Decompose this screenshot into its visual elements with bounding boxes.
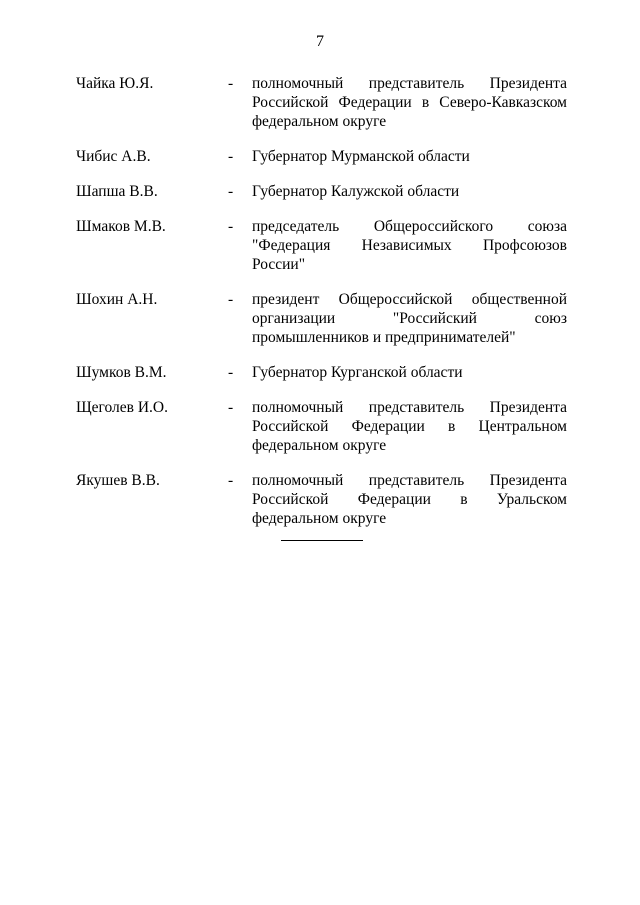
- entry-list: [0, 74, 640, 544]
- entry-description: [252, 290, 567, 347]
- entry-dash: -: [228, 364, 234, 381]
- entry-description: [252, 74, 567, 131]
- entry-description: [252, 363, 567, 382]
- description-line: России": [252, 256, 306, 273]
- description-line: федеральном округе: [252, 437, 387, 454]
- entry-name: Щеголев И.О.: [76, 399, 168, 416]
- entry-description: [252, 471, 567, 528]
- entry: [0, 398, 640, 455]
- entry-name: Шохин А.Н.: [76, 291, 158, 308]
- description-line: полномочный представитель Президента: [252, 399, 567, 416]
- description-line: президент Общероссийской общественной: [252, 291, 567, 308]
- entry-description: [252, 398, 567, 455]
- entry-dash: -: [228, 291, 234, 308]
- description-line: председатель Общероссийского союза: [252, 218, 567, 235]
- entry-description: [252, 182, 567, 201]
- entry-dash: -: [228, 183, 234, 200]
- entry-name: Якушев В.В.: [76, 472, 160, 489]
- entry: [0, 363, 640, 382]
- description-line: Российской Федерации в Центральном: [252, 418, 567, 435]
- entry: [0, 182, 640, 201]
- description-line: федеральном округе: [252, 510, 387, 527]
- description-line: промышленников и предпринимателей": [252, 329, 516, 346]
- entry-name: Чайка Ю.Я.: [76, 75, 154, 92]
- description-line: полномочный представитель Президента: [252, 472, 567, 489]
- entry-name: Шапша В.В.: [76, 183, 158, 200]
- entry: [0, 74, 640, 131]
- description-line: Губернатор Курганской области: [252, 364, 463, 381]
- entry-name: Чибис А.В.: [76, 148, 151, 165]
- entry-description: [252, 217, 567, 274]
- page-number: 7: [316, 33, 324, 50]
- entry: [0, 217, 640, 274]
- entry-name: Шумков В.М.: [76, 364, 167, 381]
- description-line: организации "Российский союз: [252, 310, 567, 327]
- entry-dash: -: [228, 148, 234, 165]
- entry-name: Шмаков М.В.: [76, 218, 166, 235]
- entry-dash: -: [228, 75, 234, 92]
- end-of-document-rule: [281, 540, 363, 541]
- entry-description: [252, 147, 567, 166]
- description-line: Российской Федерации в Уральском: [252, 491, 567, 508]
- description-line: полномочный представитель Президента: [252, 75, 567, 92]
- entry-dash: -: [228, 399, 234, 416]
- entry-dash: -: [228, 472, 234, 489]
- description-line: Губернатор Мурманской области: [252, 148, 470, 165]
- entry: [0, 471, 640, 528]
- entry-dash: -: [228, 218, 234, 235]
- description-line: "Федерация Независимых Профсоюзов: [252, 237, 567, 254]
- description-line: Губернатор Калужской области: [252, 183, 460, 200]
- description-line: федеральном округе: [252, 113, 387, 130]
- entry: [0, 147, 640, 166]
- entry: [0, 290, 640, 347]
- description-line: Российской Федерации в Северо-Кавказском: [252, 94, 567, 111]
